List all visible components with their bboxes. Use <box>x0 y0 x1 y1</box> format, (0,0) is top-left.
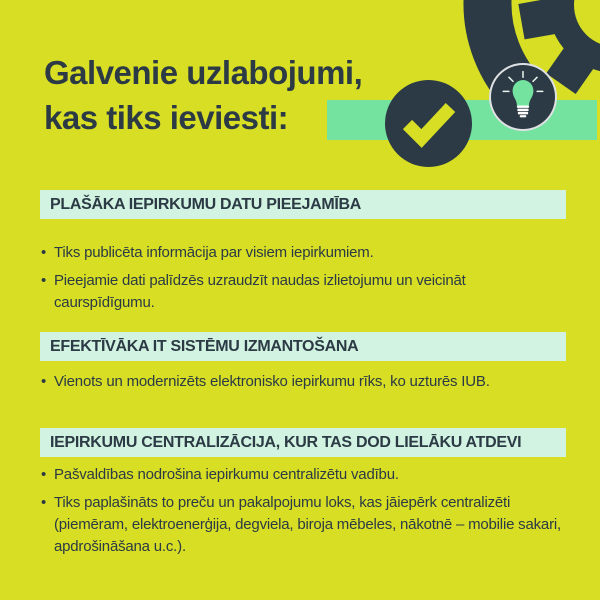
bullet-list-data-availability <box>40 242 564 320</box>
list-item: • Tiks paplašināts to preču un pakalpojumu loks, kas jāiepērk centralizēti (piemēram, elektroenerģija, degviela, biroja mēbeles, nākotnē – mobilie sakari, apdrošināšana u.c.). <box>40 492 564 558</box>
lightbulb-icon <box>491 65 555 129</box>
list-item: • Pieejamie dati palīdzēs uzraudzīt naudas izlietojumu un veicināt caurspīdīgumu. <box>40 270 564 314</box>
page-title <box>44 50 362 140</box>
check-icon <box>385 80 472 167</box>
list-item: • Vienots un modernizēts elektronisko iepirkumu rīks, ko uzturēs IUB. <box>40 371 564 393</box>
page-title-line1: Galvenie uzlabojumi, <box>44 54 363 91</box>
check-badge <box>385 80 472 167</box>
bullet-list-it-systems <box>40 371 564 399</box>
section-heading-centralization: IEPIRKUMU CENTRALIZĀCIJA, KUR TAS DOD LIELĀKU ATDEVI <box>40 428 566 457</box>
lightbulb-badge <box>489 63 557 131</box>
list-item: • Pašvaldības nodrošina iepirkumu centralizētu vadību. <box>40 464 564 486</box>
section-heading-data-availability: PLAŠĀKA IEPIRKUMU DATU PIEEJAMĪBA <box>40 190 566 219</box>
list-item: • Tiks publicēta informācija par visiem iepirkumiem. <box>40 242 564 264</box>
bullet-list-centralization <box>40 464 564 564</box>
section-heading-it-systems: EFEKTĪVĀKA IT SISTĒMU IZMANTOŠANA <box>40 332 566 361</box>
page-title-line2: kas tiks ieviesti: <box>44 99 289 136</box>
